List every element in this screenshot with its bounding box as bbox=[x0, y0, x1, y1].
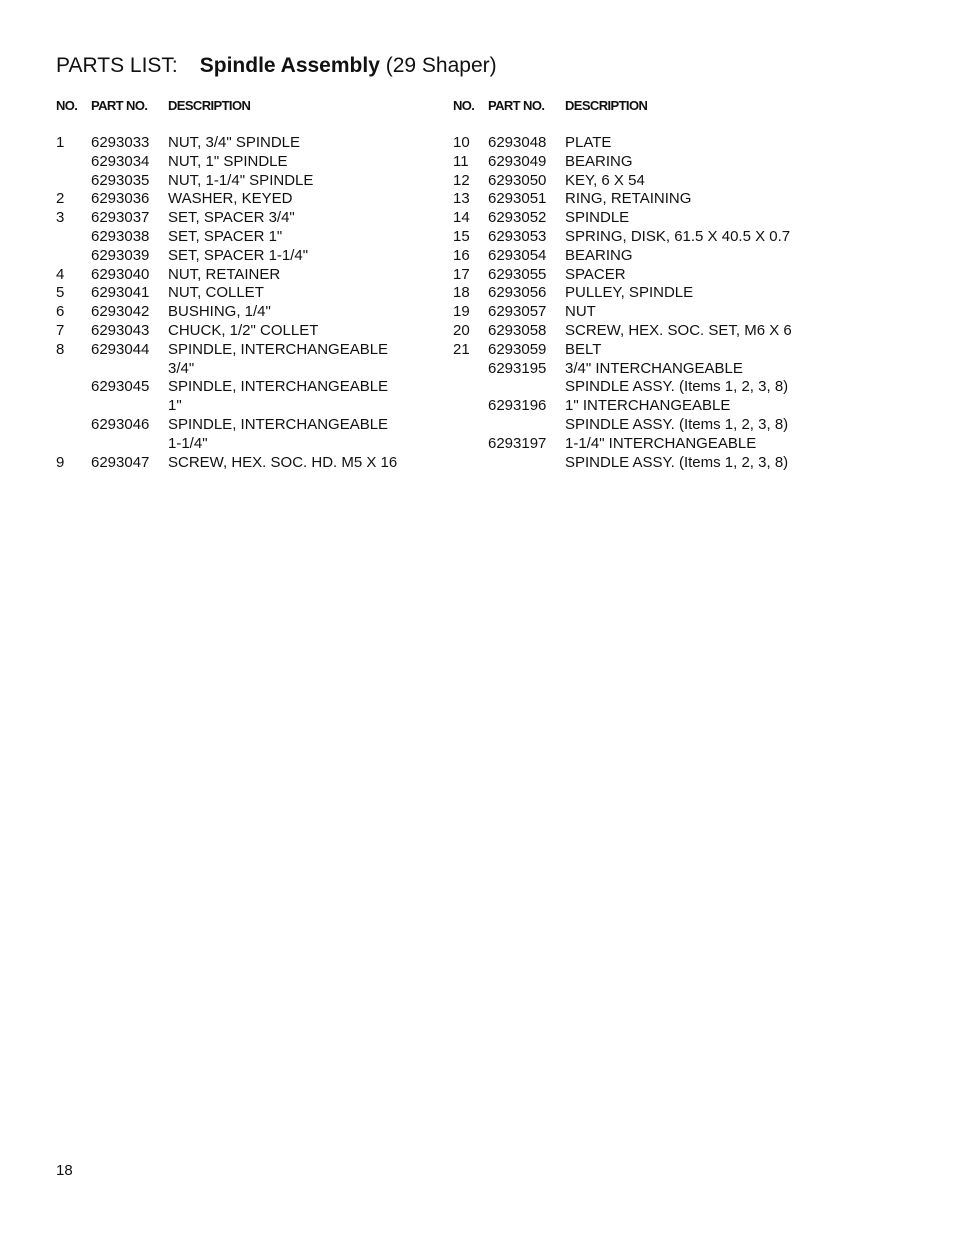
description: BELT bbox=[565, 340, 602, 358]
table-row bbox=[453, 378, 833, 397]
part-number: 6293054 bbox=[488, 246, 547, 264]
title-main: Spindle Assembly bbox=[199, 54, 380, 77]
table-row bbox=[453, 190, 833, 209]
part-number: 6293039 bbox=[91, 246, 150, 264]
part-number: 6293044 bbox=[91, 340, 150, 358]
description: NUT, COLLET bbox=[168, 284, 264, 302]
description: BUSHING, 1/4" bbox=[168, 303, 271, 321]
table-row bbox=[453, 134, 833, 153]
table-row bbox=[56, 360, 436, 379]
parts-table-right bbox=[453, 96, 833, 472]
part-number: 6293041 bbox=[91, 284, 150, 302]
item-no: 13 bbox=[453, 190, 470, 208]
table-row bbox=[56, 266, 436, 285]
description: 3/4" INTERCHANGEABLE bbox=[565, 359, 743, 377]
item-no: 1 bbox=[56, 134, 65, 151]
part-number: 6293038 bbox=[91, 227, 150, 245]
table-row bbox=[453, 322, 833, 341]
item-no: 6 bbox=[56, 303, 65, 321]
description: 1" INTERCHANGEABLE bbox=[565, 397, 731, 415]
part-number: 6293040 bbox=[91, 265, 150, 283]
header-no: NO. bbox=[56, 98, 78, 113]
description: NUT, 1" SPINDLE bbox=[168, 152, 288, 170]
table-header bbox=[453, 96, 833, 117]
table-row bbox=[56, 322, 436, 341]
description: SET, SPACER 1-1/4" bbox=[168, 246, 309, 264]
description: WASHER, KEYED bbox=[168, 190, 293, 208]
description: CHUCK, 1/2" COLLET bbox=[168, 321, 319, 339]
part-number: 6293047 bbox=[91, 453, 150, 471]
part-number: 6293050 bbox=[488, 171, 547, 189]
part-number: 6293059 bbox=[488, 340, 547, 358]
table-header bbox=[56, 96, 436, 117]
part-number: 6293046 bbox=[91, 415, 150, 433]
description: SPINDLE ASSY. (Items 1, 2, 3, 8) bbox=[565, 415, 789, 433]
table-row bbox=[453, 360, 833, 379]
part-number: 6293051 bbox=[488, 190, 547, 208]
table-row bbox=[56, 378, 436, 397]
item-no: 17 bbox=[453, 265, 470, 283]
table-row bbox=[453, 341, 833, 360]
item-no: 7 bbox=[56, 321, 65, 339]
description: 1-1/4" INTERCHANGEABLE bbox=[565, 434, 757, 452]
description: KEY, 6 X 54 bbox=[565, 171, 645, 189]
title-label: PARTS LIST: bbox=[56, 54, 178, 77]
description: 3/4" bbox=[168, 359, 195, 377]
description: 1-1/4" bbox=[168, 434, 208, 452]
part-number: 6293057 bbox=[488, 303, 547, 321]
table-row bbox=[453, 435, 833, 454]
table-row bbox=[453, 284, 833, 303]
header-no: NO. bbox=[453, 98, 475, 113]
description: SET, SPACER 1" bbox=[168, 227, 283, 245]
table-row bbox=[56, 341, 436, 360]
part-number: 6293034 bbox=[91, 152, 150, 170]
description: PULLEY, SPINDLE bbox=[565, 284, 694, 302]
table-row bbox=[453, 247, 833, 266]
description: SPACER bbox=[565, 265, 626, 283]
item-no: 16 bbox=[453, 246, 470, 264]
table-row bbox=[56, 303, 436, 322]
description: NUT, 1-1/4" SPINDLE bbox=[168, 171, 314, 189]
description: NUT, RETAINER bbox=[168, 265, 281, 283]
description: SPRING, DISK, 61.5 X 40.5 X 0.7 bbox=[565, 227, 791, 245]
table-row bbox=[56, 153, 436, 172]
description: SCREW, HEX. SOC. HD. M5 X 16 bbox=[168, 453, 398, 471]
table-row bbox=[56, 247, 436, 266]
table-row bbox=[56, 454, 436, 473]
item-no: 18 bbox=[453, 284, 470, 302]
description: SPINDLE, INTERCHANGEABLE bbox=[168, 340, 389, 358]
item-no: 11 bbox=[453, 152, 469, 170]
description: NUT bbox=[565, 303, 596, 321]
part-number: 6293058 bbox=[488, 321, 547, 339]
description: SPINDLE, INTERCHANGEABLE bbox=[168, 415, 389, 433]
part-number: 6293035 bbox=[91, 171, 150, 189]
part-number: 6293195 bbox=[488, 359, 547, 377]
part-number: 6293052 bbox=[488, 209, 547, 227]
part-number: 6293042 bbox=[91, 303, 150, 321]
item-no: 12 bbox=[453, 171, 470, 189]
table-row bbox=[453, 266, 833, 285]
item-no: 20 bbox=[453, 321, 470, 339]
description: SPINDLE ASSY. (Items 1, 2, 3, 8) bbox=[565, 453, 789, 471]
item-no: 19 bbox=[453, 303, 470, 321]
item-no: 8 bbox=[56, 340, 65, 358]
part-number: 6293043 bbox=[91, 321, 150, 339]
table-row bbox=[453, 228, 833, 247]
description: NUT, 3/4" SPINDLE bbox=[168, 134, 301, 151]
description: SCREW, HEX. SOC. SET, M6 X 6 bbox=[565, 321, 792, 339]
part-number: 6293037 bbox=[91, 209, 150, 227]
part-number: 6293055 bbox=[488, 265, 547, 283]
page-number: 18 bbox=[56, 1162, 73, 1179]
page-title bbox=[56, 52, 497, 80]
part-number: 6293033 bbox=[91, 134, 150, 151]
table-row bbox=[453, 397, 833, 416]
header-description: DESCRIPTION bbox=[565, 98, 648, 113]
table-row bbox=[56, 284, 436, 303]
item-no: 14 bbox=[453, 209, 470, 227]
part-number: 6293048 bbox=[488, 134, 547, 151]
table-row bbox=[56, 228, 436, 247]
header-part-no: PART NO. bbox=[488, 98, 545, 113]
table-body bbox=[56, 134, 436, 472]
part-number: 6293053 bbox=[488, 227, 547, 245]
item-no: 15 bbox=[453, 227, 470, 245]
table-row bbox=[56, 134, 436, 153]
description: BEARING bbox=[565, 246, 633, 264]
item-no: 5 bbox=[56, 284, 65, 302]
description: SPINDLE, INTERCHANGEABLE bbox=[168, 378, 389, 396]
table-row bbox=[56, 416, 436, 435]
table-row bbox=[453, 454, 833, 473]
description: RING, RETAINING bbox=[565, 190, 692, 208]
table-row bbox=[56, 209, 436, 228]
part-number: 6293197 bbox=[488, 434, 547, 452]
item-no: 10 bbox=[453, 134, 470, 151]
item-no: 2 bbox=[56, 190, 65, 208]
table-row bbox=[453, 416, 833, 435]
header-description: DESCRIPTION bbox=[168, 98, 251, 113]
header-part-no: PART NO. bbox=[91, 98, 148, 113]
table-row bbox=[56, 397, 436, 416]
table-row bbox=[56, 172, 436, 191]
table-row bbox=[56, 435, 436, 454]
item-no: 4 bbox=[56, 265, 65, 283]
item-no: 21 bbox=[453, 340, 470, 358]
description: SPINDLE ASSY. (Items 1, 2, 3, 8) bbox=[565, 378, 789, 396]
table-row bbox=[453, 303, 833, 322]
part-number: 6293049 bbox=[488, 152, 547, 170]
table-row bbox=[56, 190, 436, 209]
description: PLATE bbox=[565, 134, 612, 151]
part-number: 6293036 bbox=[91, 190, 150, 208]
description: SET, SPACER 3/4" bbox=[168, 209, 295, 227]
table-row bbox=[453, 153, 833, 172]
table-row bbox=[453, 209, 833, 228]
title-suffix: (29 Shaper) bbox=[385, 54, 497, 77]
parts-table-left bbox=[56, 96, 436, 472]
description: BEARING bbox=[565, 152, 633, 170]
part-number: 6293196 bbox=[488, 397, 547, 415]
item-no: 3 bbox=[56, 209, 65, 227]
item-no: 9 bbox=[56, 453, 65, 471]
part-number: 6293056 bbox=[488, 284, 547, 302]
table-body bbox=[453, 134, 833, 472]
description: SPINDLE bbox=[565, 209, 630, 227]
part-number: 6293045 bbox=[91, 378, 150, 396]
description: 1" bbox=[168, 397, 182, 415]
table-row bbox=[453, 172, 833, 191]
